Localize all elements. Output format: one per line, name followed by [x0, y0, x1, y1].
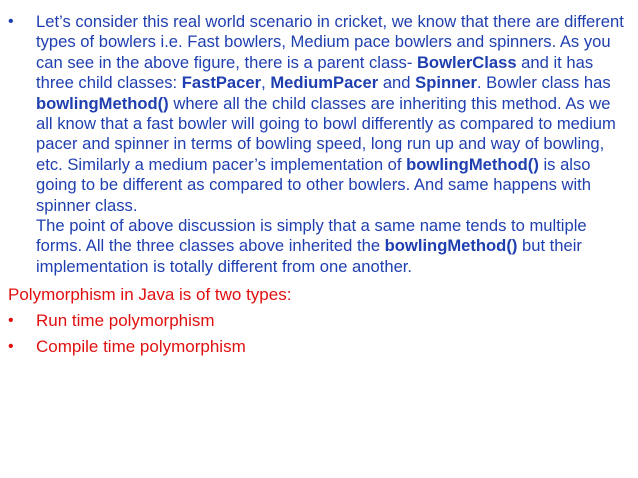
text-run: Let’s consider this real world scenario in cricket, we know that there are different types of bowlers i.e. Fast bowlers, Medium pace bowlers and spinners. As you can see in the above figure, there is a parent class-: [36, 12, 624, 72]
text-run: and: [378, 73, 416, 93]
bold-fast-pacer: FastPacer: [181, 73, 262, 93]
polymorphism-types-list: [8, 309, 628, 359]
cricket-scenario-paragraph: [36, 12, 628, 277]
polymorphism-types-heading: Polymorphism in Java is of two types:: [8, 285, 292, 305]
text-run: is also going to be different as compared to other bowlers. And same happens with spinner class.: [36, 154, 592, 215]
main-bullet: [8, 12, 628, 277]
run-time-polymorphism: Run time polymorphism: [36, 311, 215, 331]
bullet-marker: •: [8, 338, 14, 356]
bold-bowler-class: BowlerClass: [416, 52, 517, 72]
text-run: ,: [261, 73, 271, 93]
text-run: but their implementation is totally different from one another.: [36, 236, 582, 276]
text-run: and it has three child classes:: [36, 52, 594, 93]
bullet-marker: •: [8, 13, 14, 30]
text-run: . Bowler class has: [476, 73, 611, 93]
text-run: where all the child classes are inheriting this method. As we all know that a fast bowler will going to bowl differently as compared to medium pacer and spinner in terms of bowling speed, long run up and way of bowling, etc. Similarly a medium pacer’s implementation of: [36, 93, 616, 174]
bold-bowling-method: bowlingMethod(): [406, 154, 539, 174]
list-item: [8, 335, 628, 359]
list-item: [8, 309, 628, 333]
bold-spinner: Spinner: [415, 73, 477, 93]
compile-time-polymorphism: Compile time polymorphism: [36, 337, 246, 357]
bullet-marker: •: [8, 312, 14, 330]
bold-bowling-method: bowlingMethod(): [36, 93, 169, 113]
text-run: The point of above discussion is simply that a same name tends to multiple forms. All the three classes above inherited the: [36, 216, 587, 256]
bold-bowling-method: bowlingMethod(): [384, 236, 518, 256]
bold-medium-pacer: MediumPacer: [270, 73, 379, 93]
